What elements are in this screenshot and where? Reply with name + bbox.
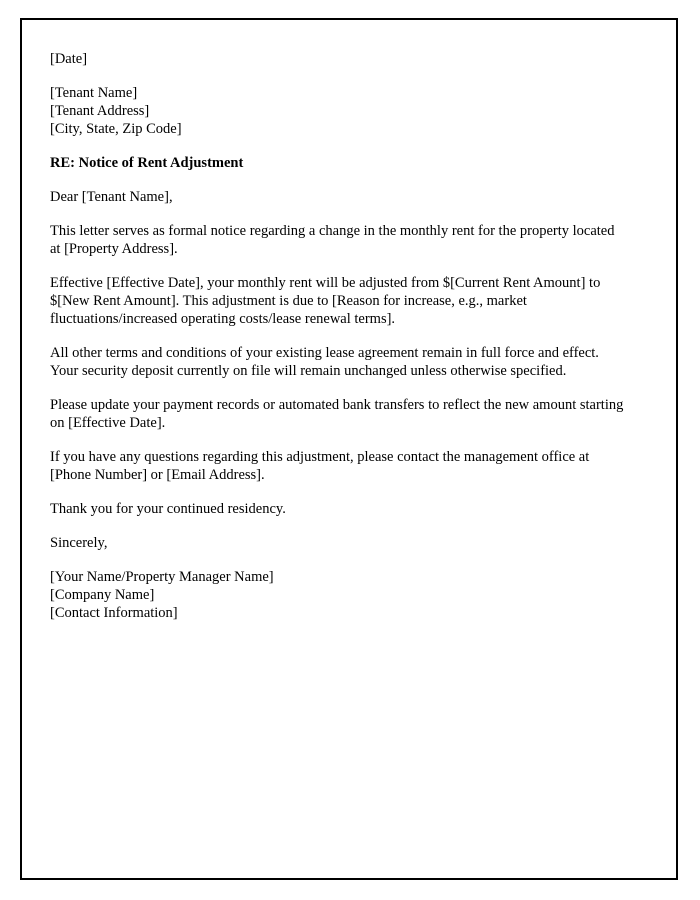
date-placeholder: [Date]: [50, 51, 88, 67]
signature-block: [50, 568, 626, 622]
body-paragraph-6: Thank you for your continued residency.: [50, 501, 286, 517]
recipient-city-state-zip: [City, State, Zip Code]: [50, 121, 182, 137]
body-paragraph-4: Please update your payment records or automated bank transfers to reflect the new amount starting on [Effective Date].: [50, 397, 624, 431]
body-paragraph-2: Effective [Effective Date], your monthly rent will be adjusted from $[Current Rent Amount] to $[New Rent Amount]. This adjustment is due to [Reason for increase, e.g., market fluctuations/increased operating costs/lease renewal terms].: [50, 275, 601, 327]
body-paragraph-5: If you have any questions regarding this adjustment, please contact the management office at [Phone Number] or [Email Address].: [50, 449, 590, 483]
salutation: Dear [Tenant Name],: [50, 189, 173, 205]
recipient-name: [Tenant Name]: [50, 85, 138, 101]
signature-contact: [Contact Information]: [50, 605, 178, 621]
signature-company: [Company Name]: [50, 587, 155, 603]
body-paragraph-3: All other terms and conditions of your existing lease agreement remain in full force and effect. Your security deposit currently on file will remain unchanged unless otherwise specified.: [50, 345, 599, 379]
recipient-address: [Tenant Address]: [50, 103, 150, 119]
recipient-block: [50, 84, 626, 138]
body-paragraph-1: This letter serves as formal notice regarding a change in the monthly rent for the property located at [Property Address].: [50, 223, 615, 257]
letter-content: [22, 20, 676, 622]
closing: Sincerely,: [50, 535, 108, 551]
date-block: [50, 50, 626, 68]
letter-page: [20, 18, 678, 880]
signature-name: [Your Name/Property Manager Name]: [50, 569, 274, 585]
subject-line: RE: Notice of Rent Adjustment: [50, 155, 244, 171]
